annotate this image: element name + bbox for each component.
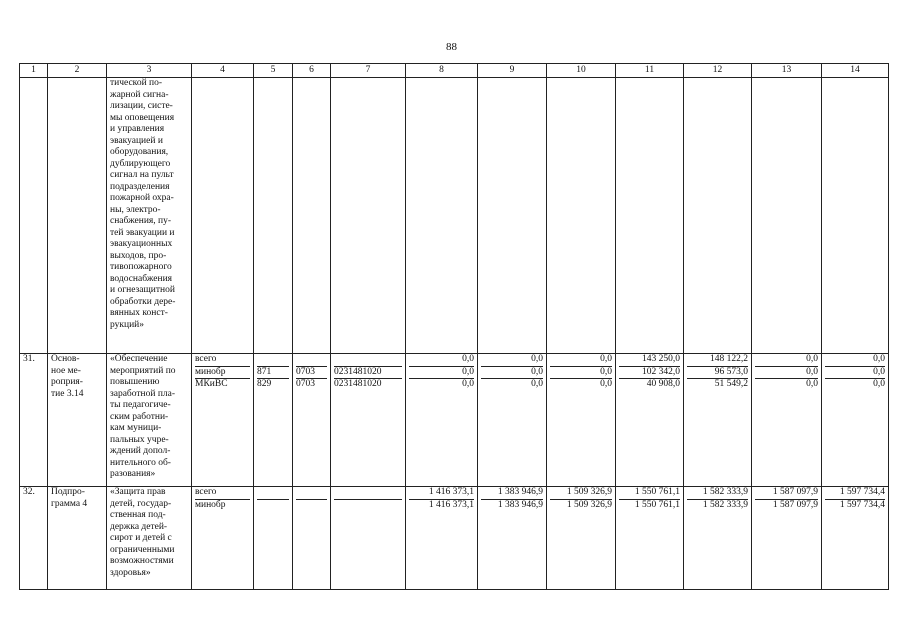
row-kind-line: ное ме- [51,365,81,376]
value-col-11 [616,487,684,590]
row-name-line: держка детей- [110,521,168,532]
value-col-8 [406,487,478,590]
value-col-12 [684,487,752,590]
cell-c7-line: 0231481020 [334,379,382,389]
cell-c4 [192,487,254,590]
value-cell: 1 550 761,1 [619,487,680,500]
value-cell: 0,0 [873,379,885,389]
row-name-line: ограниченными [110,544,175,555]
row-name-line: кам муници- [110,423,162,433]
value-col-9 [478,354,547,487]
value-cell: 1 597 734,4 [839,499,885,510]
cell-c5 [254,354,293,487]
continuation-text-line: и управления [110,124,165,134]
cell-c5 [254,487,293,590]
continuation-text-line: тической по- [110,78,163,88]
value-cell: 102 342,0 [619,367,680,380]
cell-c4-line: МКиВС [195,379,228,389]
value-cell: 1 416 373,1 [409,487,474,500]
header-cell: 4 [192,64,254,78]
cell-c4-line: минобр [195,367,250,380]
cell-c4-line: всего [195,487,250,500]
header-cell: 3 [107,64,192,78]
continuation-text-line: сигнал на пульт [110,170,174,180]
header-cell: 9 [478,64,547,78]
row-name-line: мероприятий по [110,365,176,376]
value-cell: 0,0 [409,367,474,380]
row-name-line: ты педагогиче- [110,400,171,410]
header-cell: 11 [616,64,684,78]
value-cell: 148 122,2 [687,354,748,367]
value-cell: 0,0 [550,367,612,380]
row-kind [48,487,107,590]
row-name-line: нительного об- [110,457,171,468]
table-row-31 [20,354,889,487]
row-number [20,487,48,590]
row-name-line: «Защита прав [110,487,166,497]
row-name-line: «Обеспечение [110,354,168,364]
continuation-text-line: и огнезащитной [110,285,175,295]
header-cell: 12 [684,64,752,78]
cell-c5-line [257,500,289,512]
header-cell: 8 [406,64,478,78]
header-cell: 1 [20,64,48,78]
continuation-text-line: тивопожарного [110,262,172,272]
value-col-14 [822,487,889,590]
continuation-text [107,78,192,354]
continuation-text-line: эвакуацией и [110,135,163,146]
table-row-32 [20,487,889,590]
value-cell: 1 550 761,1 [634,499,680,510]
cell-c5-line: 829 [257,379,272,389]
row-kind-line: тие 3.14 [51,388,84,399]
continuation-text-line: эвакуационных [110,239,173,249]
budget-table [19,63,889,590]
continuation-text-line: рукций» [110,319,144,330]
value-cell: 1 587 097,9 [772,499,818,510]
cell-c4-line: минобр [195,499,226,510]
value-cell: 0,0 [531,379,543,389]
continuation-text-line: пожарной охра- [110,193,174,203]
cell-c5-line: 871 [257,367,289,380]
continuation-text-line: мы оповещения [110,112,175,123]
cell-c7-line [334,354,402,367]
row-name-line: разования» [110,469,156,479]
header-cell: 7 [331,64,406,78]
header-cell: 14 [822,64,889,78]
value-cell: 0,0 [481,367,543,380]
page-number: 88 [446,41,457,53]
value-cell: 1 383 946,9 [481,487,543,500]
continuation-text-line: обработки дере- [110,296,176,307]
cell-c6-line [296,487,327,500]
cell-c7-line: 0231481020 [334,367,402,380]
cell-c6 [293,487,331,590]
row-name-line: ственная под- [110,510,166,520]
continuation-text-line: вянных конст- [110,308,168,318]
row-kind-line: Основ- [51,354,80,364]
cell-c5-line [257,487,289,500]
value-col-13 [752,487,822,590]
value-cell: 0,0 [825,354,885,367]
header-cell: 2 [48,64,107,78]
header-cell: 6 [293,64,331,78]
value-col-13 [752,354,822,487]
value-cell: 0,0 [409,354,474,367]
value-cell: 0,0 [755,354,818,367]
row-name-line: пальных учре- [110,434,169,445]
value-cell: 40 908,0 [646,379,680,389]
value-cell: 1 597 734,4 [825,487,885,500]
row-kind-line: роприя- [51,377,83,387]
row-number [20,354,48,487]
row-name-line: заработной пла- [110,388,176,399]
value-cell: 1 582 333,9 [687,487,748,500]
row-name-line: ским работни- [110,411,169,422]
continuation-text-line: оборудования, [110,147,169,157]
value-cell: 1 509 326,9 [550,487,612,500]
cell-c4-line: всего [195,354,250,367]
cell-c6 [293,354,331,487]
continuation-row [20,78,889,354]
row-name [107,487,192,590]
cell-c6-line: 0703 [296,367,327,380]
continuation-text-line: тей эвакуации и [110,227,175,238]
value-cell: 0,0 [481,354,543,367]
row-kind-line: Подпро- [51,487,85,497]
value-cell: 0,0 [806,379,818,389]
cell-c6-line [296,354,327,367]
value-col-11 [616,354,684,487]
cell-c5-line [257,354,289,367]
row-number-text: 31. [23,354,35,364]
continuation-text-line: подразделения [110,181,170,192]
continuation-text-line: жарной сигна- [110,89,169,100]
row-name-line: детей, государ- [110,498,172,509]
value-col-8 [406,354,478,487]
row-name-line: сирот и детей с [110,533,172,543]
header-cell: 5 [254,64,293,78]
cell-c7-line [334,500,402,512]
value-cell: 0,0 [550,354,612,367]
continuation-text-line: лизации, систе- [110,101,173,111]
value-cell: 1 582 333,9 [702,499,748,510]
value-col-10 [547,354,616,487]
value-cell: 1 383 946,9 [497,499,543,510]
continuation-text-line: водоснабжения [110,273,173,284]
continuation-text-line: выходов, про- [110,250,167,261]
row-kind [48,354,107,487]
cell-c7 [331,354,406,487]
value-cell: 51 549,2 [714,379,748,389]
value-cell: 0,0 [825,367,885,380]
row-kind-line: грамма 4 [51,498,88,509]
row-name-line: повышению [110,377,160,387]
value-col-12 [684,354,752,487]
row-number-text: 32. [23,487,35,497]
value-col-9 [478,487,547,590]
header-row [20,64,889,78]
value-cell: 1 416 373,1 [428,499,474,510]
row-name-line: ждений допол- [110,446,171,456]
continuation-text-line: ны, электро- [110,204,161,215]
continuation-text-line: снабжения, пу- [110,216,172,226]
header-cell: 10 [547,64,616,78]
value-cell: 1 587 097,9 [755,487,818,500]
cell-c4 [192,354,254,487]
continuation-text-line: дублирующего [110,158,171,169]
row-name-line: возможностями [110,556,174,566]
row-name-line: здоровья» [110,567,151,578]
value-cell: 0,0 [600,379,612,389]
cell-c7 [331,487,406,590]
value-cell: 0,0 [755,367,818,380]
value-cell: 1 509 326,9 [566,499,612,510]
value-cell: 96 573,0 [687,367,748,380]
header-cell: 13 [752,64,822,78]
value-cell: 143 250,0 [619,354,680,367]
cell-c6-line: 0703 [296,379,315,389]
cell-c7-line [334,487,402,500]
cell-c6-line [296,500,327,512]
value-cell: 0,0 [462,379,474,389]
row-name [107,354,192,487]
value-col-10 [547,487,616,590]
value-col-14 [822,354,889,487]
